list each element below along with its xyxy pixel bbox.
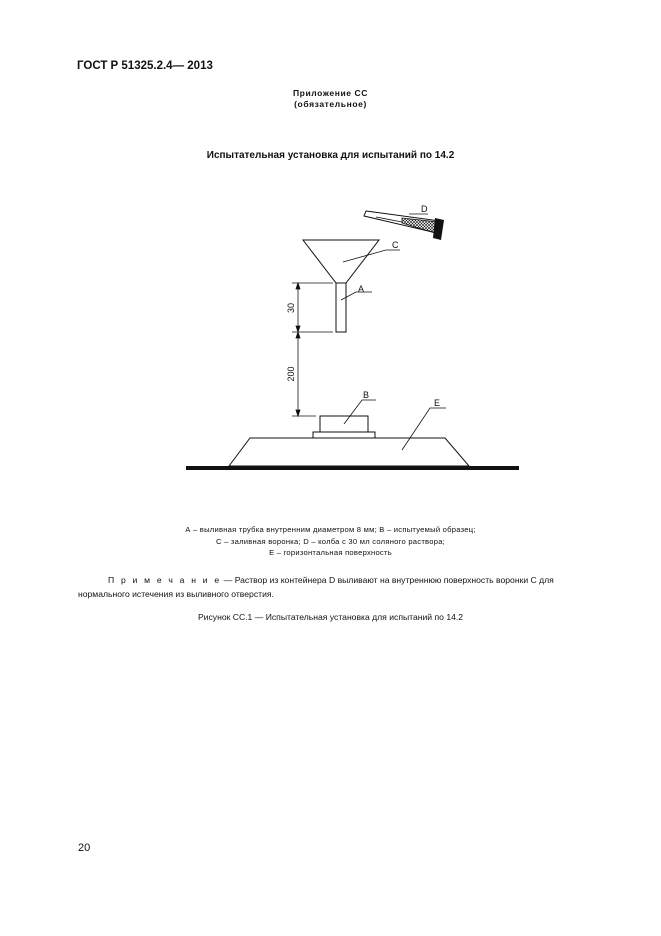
standard-id: ГОСТ Р 51325.2.4— 2013: [77, 60, 213, 72]
label-a: A: [358, 284, 365, 294]
dimension-lines: [292, 283, 333, 416]
dimension-30: 30: [286, 302, 296, 314]
note-text: — Раствор из контейнера D выливают на внутреннюю поверхность воронки С для нормального истечения из выливного отверстия.: [78, 575, 554, 599]
note: [78, 573, 583, 601]
specimen-b: [313, 400, 376, 438]
outlet-tube-a: [336, 283, 372, 332]
figure-caption: Рисунок СС.1 — Испытательная установка для испытаний по 14.2: [197, 612, 464, 622]
page-number: 20: [78, 842, 91, 854]
legend-line-1: А – выливная трубка внутренним диаметром 8 мм; В – испытуемый образец;: [185, 525, 476, 534]
dimension-200: 200: [286, 366, 296, 382]
figure-heading: Испытательная установка для испытаний по 14.2: [206, 150, 455, 161]
annex-status: (обязательное): [294, 99, 367, 109]
label-b: B: [363, 390, 370, 400]
legend-line-3: Е – горизонтальная поверхность: [269, 548, 392, 557]
legend-line-2: С – заливная воронка; D – колба с 30 мл соляного раствора;: [215, 537, 446, 546]
note-label: П р и м е ч а н и е: [108, 575, 222, 585]
funnel-c: [303, 240, 400, 283]
flask-d: [364, 211, 444, 240]
label-e: E: [434, 398, 441, 408]
label-c: C: [392, 240, 399, 250]
label-d: D: [421, 204, 428, 214]
annex-title: Приложение СС: [292, 88, 369, 98]
